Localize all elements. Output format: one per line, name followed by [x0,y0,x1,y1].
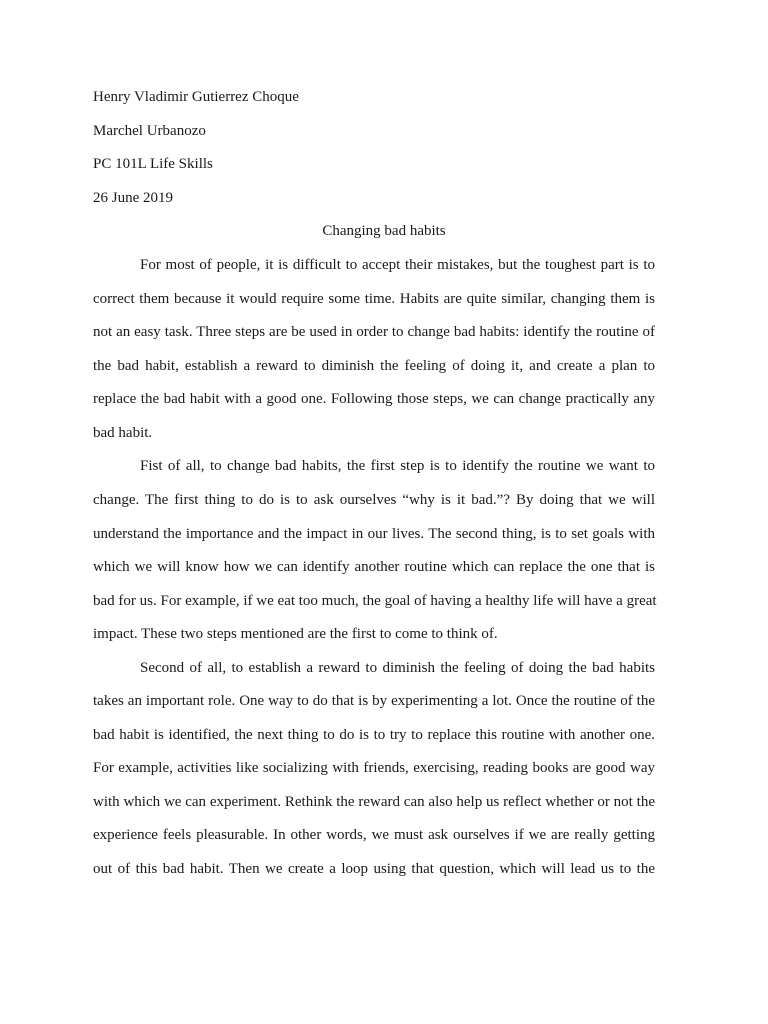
essay-title: Changing bad habits [322,223,446,239]
paragraph-3-line: out of this bad habit. Then we create a loop using that question, which will lead us to the [93,861,655,877]
paragraph-1-line: the bad habit, establish a reward to diminish the feeling of doing it, and create a plan to [93,358,655,374]
paragraph-1-line: replace the bad habit with a good one. Following those steps, we can change practically any [93,391,655,407]
paragraph-2-line: Fist of all, to change bad habits, the first step is to identify the routine we want to [140,458,655,474]
paragraph-2-line: understand the importance and the impact in our lives. The second thing, is to set goals with [93,526,655,542]
paragraph-2-line: change. The first thing to do is to ask ourselves “why is it bad.”? By doing that we will [93,492,655,508]
paragraph-1-line: For most of people, it is difficult to accept their mistakes, but the toughest part is to [140,257,655,273]
paragraph-1-line: correct them because it would require some time. Habits are quite similar, changing them is [93,291,655,307]
essay-date: 26 June 2019 [93,190,173,206]
paragraph-2-line: which we will know how we can identify another routine which can replace the one that is [93,559,655,575]
paragraph-2-line: impact. These two steps mentioned are the first to come to think of. [93,626,498,642]
paragraph-2-line: bad for us. For example, if we eat too much, the goal of having a healthy life will have a great [93,593,657,609]
paragraph-3-line: Second of all, to establish a reward to diminish the feeling of doing the bad habits [140,660,655,676]
paragraph-3-line: bad habit is identified, the next thing to do is to try to replace this routine with another one. [93,727,655,743]
paragraph-3-line: For example, activities like socializing with friends, exercising, reading books are good way [93,760,655,776]
paragraph-3-line: experience feels pleasurable. In other words, we must ask ourselves if we are really getting [93,827,655,843]
paragraph-1-line: not an easy task. Three steps are be used in order to change bad habits: identify the routine of [93,324,655,340]
course-name: PC 101L Life Skills [93,156,213,172]
paragraph-3-line: with which we can experiment. Rethink the reward can also help us reflect whether or not the [93,794,655,810]
paragraph-1-line: bad habit. [93,425,153,441]
paragraph-3-line: takes an important role. One way to do that is by experimenting a lot. Once the routine of the [93,693,655,709]
author-name: Henry Vladimir Gutierrez Choque [93,89,299,105]
instructor-name: Marchel Urbanozo [93,123,206,139]
